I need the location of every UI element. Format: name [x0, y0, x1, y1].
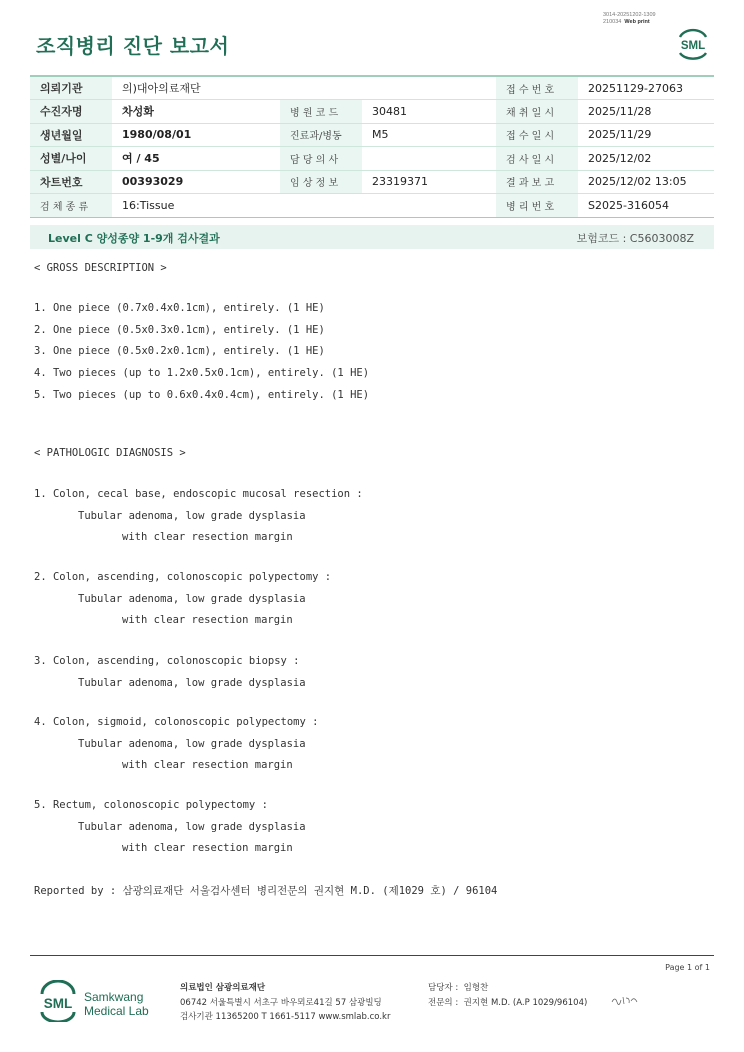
info-value: 2025/11/28 [578, 100, 714, 124]
gross-line: 4. Two pieces (up to 1.2x0.5x0.1cm), entirely. (1 HE) [34, 367, 370, 380]
info-row [30, 123, 714, 147]
print-id: 3014-20251202-1309 [603, 12, 656, 18]
diagnosis-margin: with clear resection margin [122, 842, 293, 855]
info-row [30, 170, 714, 194]
info-value: 2025/12/02 [578, 147, 714, 171]
print-code: 210034 [603, 19, 622, 25]
info-label: 수진자명 [30, 100, 112, 124]
test-name-bar [30, 225, 714, 249]
info-label: 접 수 일 시 [496, 123, 578, 147]
insurance-code: 보험코드 : C5603008Z [576, 232, 694, 245]
brand-line1: Samkwang [84, 990, 144, 1004]
info-label: 병 리 번 호 [496, 194, 578, 218]
brand-name [84, 990, 149, 1018]
staff-label: 담당자 : [428, 983, 459, 993]
footer-staff [428, 981, 587, 1010]
gross-heading: < GROSS DESCRIPTION > [34, 262, 167, 274]
info-label: 차트번호 [30, 170, 112, 194]
org-address: 06742 서울특별시 서초구 바우뫼로41길 57 삼광빌딩 [180, 997, 382, 1008]
info-value: 20251129-27063 [578, 76, 714, 100]
page-number: Page 1 of 1 [665, 963, 710, 972]
info-row [30, 76, 714, 100]
gross-line: 2. One piece (0.5x0.3x0.1cm), entirely. (1 HE) [34, 323, 325, 336]
diagnosis-site: 4. Colon, sigmoid, colonoscopic polypectomy : [34, 716, 319, 728]
info-value: 1980/08/01 [112, 123, 280, 147]
footer-divider [30, 955, 714, 956]
info-label: 채 취 일 시 [496, 100, 578, 124]
diagnosis-margin: with clear resection margin [122, 531, 293, 544]
info-value: 차성화 [112, 100, 280, 124]
specialist-name: 권지현 M.D. (A.P 1029/96104) [463, 997, 588, 1008]
info-label: 의뢰기관 [30, 76, 112, 100]
info-value: 2025/11/29 [578, 123, 714, 147]
diagnosis-margin: with clear resection margin [122, 759, 293, 772]
gross-line: 1. One piece (0.7x0.4x0.1cm), entirely. (1 HE) [34, 302, 325, 314]
test-name: Level C 양성종양 1-9개 검사결과 [48, 232, 220, 245]
info-value: 의)대아의료재단 [112, 76, 496, 100]
diagnosis-site: 2. Colon, ascending, colonoscopic polypectomy : [34, 571, 332, 583]
diagnosis-site: 5. Rectum, colonoscopic polypectomy : [34, 799, 268, 811]
info-label: 성별/나이 [30, 147, 112, 171]
info-value: M5 [362, 123, 496, 147]
reported-by: Reported by : 삼광의료재단 서울검사센터 병리전문의 권지현 M.D. (제1029 호) / 96104 [34, 885, 498, 897]
info-value: 16:Tissue [112, 194, 496, 218]
diagnosis-site: 1. Colon, cecal base, endoscopic mucosal resection : [34, 488, 363, 500]
staff-name: 임형찬 [463, 983, 489, 993]
info-label: 검 체 종 류 [30, 194, 112, 218]
info-label: 검 사 일 시 [496, 147, 578, 171]
info-label: 결 과 보 고 [496, 170, 578, 194]
info-label: 진료과/병동 [280, 123, 362, 147]
info-label: 담 당 의 사 [280, 147, 362, 171]
info-value: S2025-316054 [578, 194, 714, 218]
info-label: 임 상 정 보 [280, 170, 362, 194]
specialist-label: 전문의 : [428, 997, 459, 1008]
info-value: 여 / 45 [112, 147, 280, 171]
page-title: 조직병리 진단 보고서 [36, 34, 230, 58]
gross-line: 5. Two pieces (up to 0.6x0.4x0.4cm), entirely. (1 HE) [34, 388, 370, 401]
diagnosis-finding: Tubular adenoma, low grade dysplasia [78, 592, 306, 605]
sml-footer-logo-text: SML [43, 996, 73, 1011]
info-value [362, 147, 496, 171]
sml-footer-logo [36, 980, 80, 1022]
print-meta [603, 12, 656, 26]
sml-logo [674, 26, 712, 60]
footer-org [180, 981, 390, 1025]
org-name: 의료법인 삼광의료재단 [180, 983, 266, 993]
diagnosis-margin: with clear resection margin [122, 614, 293, 627]
info-label: 병 원 코 드 [280, 100, 362, 124]
info-value: 23319371 [362, 170, 496, 194]
patient-info-table [30, 75, 714, 218]
gross-line: 3. One piece (0.5x0.2x0.1cm), entirely. (1 HE) [34, 345, 325, 358]
diagnosis-heading: < PATHOLOGIC DIAGNOSIS > [34, 447, 186, 459]
brand-line2: Medical Lab [84, 1004, 149, 1018]
diagnosis-finding: Tubular adenoma, low grade dysplasia [78, 820, 306, 833]
signature [610, 993, 640, 1007]
info-row [30, 100, 714, 124]
org-contact: 검사기관 11365200 T 1661-5117 www.smlab.co.kr [180, 1012, 391, 1022]
print-label: Web print [624, 19, 650, 25]
diagnosis-finding: Tubular adenoma, low grade dysplasia [78, 509, 306, 522]
info-value: 30481 [362, 100, 496, 124]
info-row [30, 147, 714, 171]
sml-logo-text: SML [680, 40, 706, 52]
diagnosis-finding: Tubular adenoma, low grade dysplasia [78, 737, 306, 750]
info-value: 00393029 [112, 170, 280, 194]
diagnosis-finding: Tubular adenoma, low grade dysplasia [78, 676, 306, 689]
info-value: 2025/12/02 13:05 [578, 170, 714, 194]
diagnosis-site: 3. Colon, ascending, colonoscopic biopsy : [34, 655, 300, 667]
info-label: 생년월일 [30, 123, 112, 147]
info-row [30, 194, 714, 218]
info-label: 접 수 번 호 [496, 76, 578, 100]
